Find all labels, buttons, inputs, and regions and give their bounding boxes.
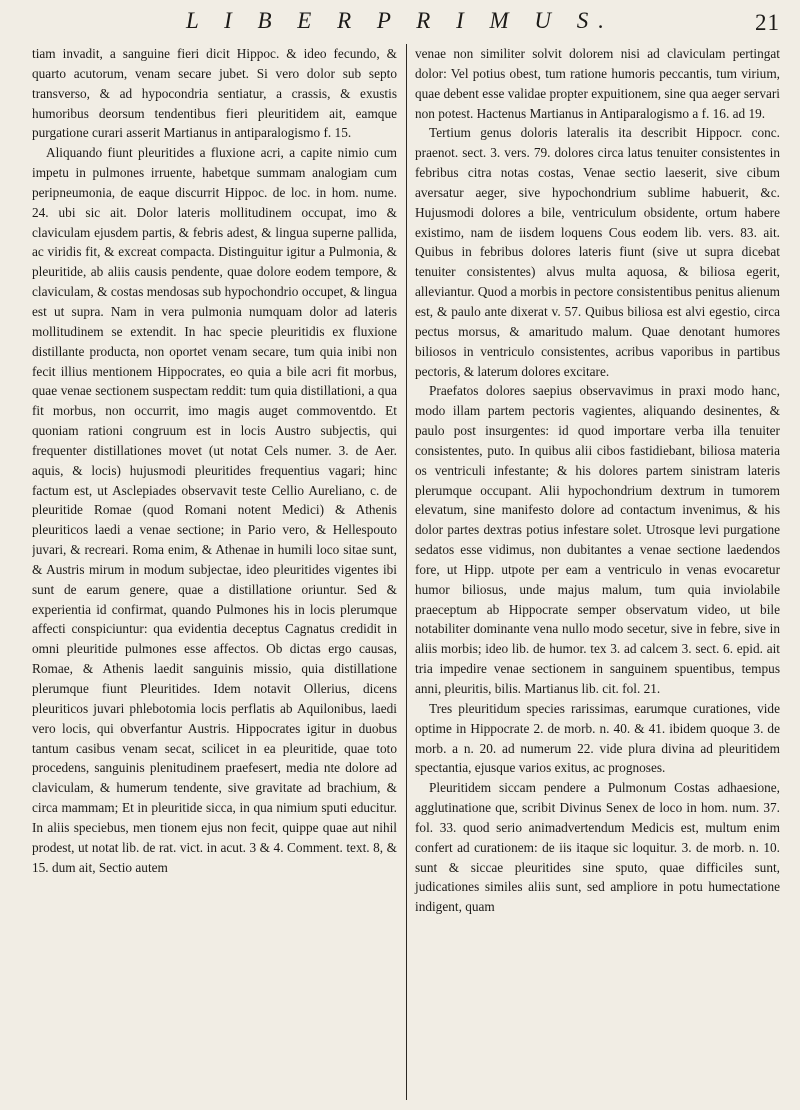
paragraph: Tertium genus doloris lateralis ita describit Hippocr. conc. praenot. sect. 3. vers. 79. dolores circa latus tenuiter consistentes in febribus citra notas costas, Venae sectio laeserit, sive cibum aversatur aeger, sive hypochondrium sublime habuerit, &c. Hujusmodi dolores a bile, ventriculum obsidente, ortum habere existimo, nam de iisdem loquens Cous eodem lib. vers. 83. ait. Quibus in febribus dolores lateris fiunt (sive ut supra dicebat tenuiter consistentes) alvus multa aquosa, & biliosa egerit, alleviantur. Quod a morbis in pectore consistentibus penitus alienum est, & paulo ante dixerat v. 57. Quibus biliosa est alvi egestio, circa pectus morsus, & amaritudo malum. Quae denotant humores biliosos in ventriculo consistentes, acribus vaporibus in partibus pectoris, & laterum dolores excitare. [415,125,780,379]
paragraph: tiam invadit, a sanguine fieri dicit Hippoc. & ideo fecundo, & quarto acutorum, venam secare jubet. Si vero dolor sub septo transverso, & ad hypocondria sentiatur, a crassis, & exustis humoribus deorsum tendentibus fieri pleuritidem ait, eamque purgatione curari asserit Martianus in antiparalogismo f. 15. [32,46,397,141]
text-columns [32,44,780,1100]
paragraph: Praefatos dolores saepius observavimus in praxi modo hanc, modo illam partem pectoris vagientes, aliquando desinentes, & paulo post insurgentes: id quod importare verba illa tenuiter consistentes, puto. In quibus alii cibos fastidiebant, biliosa materia os ventriculi infestante; & his dolores partem sinistram lateris plerumque occupant. Alii hypochondrium dextrum in tumorem elevatum, sine manifesto dolore ad contactum invenimus, & his dolor partes dextras potius infestare solet. Utrosque levi purgatione sedatos esse vidimus, non dubitantes a venae sectione laedendos fore, ut Hipp. utpote per eam a ventriculo in venas evocaretur humor biliosus, unde majus malum, tum quia inviolabile praeceptum ab Hippocrate semper observatum video, ut bile notabiliter dominante vena nullo modo secetur, sive in febre, sive in aliis morbis; ideo lib. de humor. tex 3. ad calcem 3. sect. 6. epid. ait tria impedire venae sectionem in sanguinem spuentibus, tempus anni, pleuritis, bilis. Martianus lib. cit. fol. 21. [415,383,780,696]
running-head-title: L I B E R P R I M U S. [185,8,615,33]
right-column [406,44,780,1100]
paragraph: Aliquando fiunt pleuritides a fluxione acri, a capite nimio cum impetu in pulmones irruente, habetque summam analogiam cum peripneumonia, de eaque discurrit Hippoc. de loc. in hom. nume. 24. ubi sic ait. Dolor lateris mollitudinem occupat, imo & claviculam ejusdem partis, & febris adest, & lingua superne pallida, ac viridis fit, & excreat compacta. Distinguitur igitur a Pulmonia, & pleuritide, ab aliis causis pendente, quae dolore eodem tempore, & claviculam, & costas mendosas sub hypochondrio occupet, & lingua est ut supra. Nam in vera pulmonia numquam dolor ad lateris mollitudinem se extendit. In hac specie pleuritidis ex fluxione distillante producta, non oportet venam secare, tum quia inibi non fecit illius mentionem Hippocrates, eo quia a bile acri fit morbus, quae venae sectionem suspectam reddit: tum quia distillationi, a qua fit morbus, non occurrit, imo magis auget commoventdo. Et quoniam rationi congruum est in locis Austro subjectis, qui frequenter distillationes movet (ut notat Cels numer. 3. de Aer. aquis, & locis) hujusmodi pleuritides frequentius vagari; hinc factum est, ut Asclepiades observavit teste Cellio Aureliano, c. de pleuritide Romae (quod Romani notent Medici) & Athenis pleuriticos laedi a venae sectione; in Pario vero, & Hellespouto juvari, & recreari. Roma enim, & Athenae in humili loco sitae sunt, & Austris mirum in modum subjectae, ideo pleuritides vigentes ibi sunt de earum genere, quae a distillatione oriuntur. Sed & experientia id confirmat, quando Pulmones his in locis plerumque affecti conspiciuntur: qua evidentia deceptus Cagnatus credidit in omni pleuritide pulmones esse affectos. Ob dictas ergo causas, Romae, & Athenis laedit sanguinis missio, quia distillatione plerumque fiunt Pleuritides. Idem notavit Ollerius, dicens pleuriticos juvari phlebotomia locis perflatis ab Aquilonibus, laedi vero locis, qui obverfantur Austris. Hippocrates igitur in duobus tantum casibus venam secat, scilicet in ea pleuritide, quae toto procedens, sanguinis plenitudinem praefesert, media nte dolore ad claviculam, & humerum tendente, sive gravitate ad brachium, & circa mammam; Et in pleuritide sicca, in qua nimium sputi educitur. In aliis speciebus, men tionem ejus non fecit, quippe quae aut nihil prodest, ut notat lib. de rat. vict. in acut. 3 & 4. Comment. text. 8, & 15. dum ait, Sectio autem [32,145,397,875]
left-column [32,44,406,1100]
running-head [0,8,800,44]
paragraph: Pleuritidem siccam pendere a Pulmonum Costas adhaesione, agglutinatione que, scribit Divinus Senex de loco in hom. num. 37. fol. 33. quod serio animadvertendum Medicis est, multum enim confert ad curationem: de iis itaque sic loquitur. 3. de morb. n. 10. sunt & siccae pleuritides sine sputo, quae difficiles sunt, judicationes similes aliis sunt, sed ampliore in potu humectatione indigent, quam [415,780,780,915]
paragraph: venae non similiter solvit dolorem nisi ad claviculam pertingat dolor: Vel potius obest, tum ratione humoris peccantis, tum virium, quae debent esse validae propter expuitionem, sine qua aeger servari non potest. Hactenus Martianus in Antiparalogismo a f. 16. ad 19. [415,46,780,121]
page-number: 21 [755,10,780,35]
paragraph: Tres pleuritidum species rarissimas, earumque curationes, vide optime in Hippocrate 2. de morb. n. 40. & 41. ibidem quoque 3. de morb. a n. 20. ad numerum 22. vide plura divina ad pleuritidem spectantia, ejusque varios exitus, ac prognoses. [415,700,780,776]
